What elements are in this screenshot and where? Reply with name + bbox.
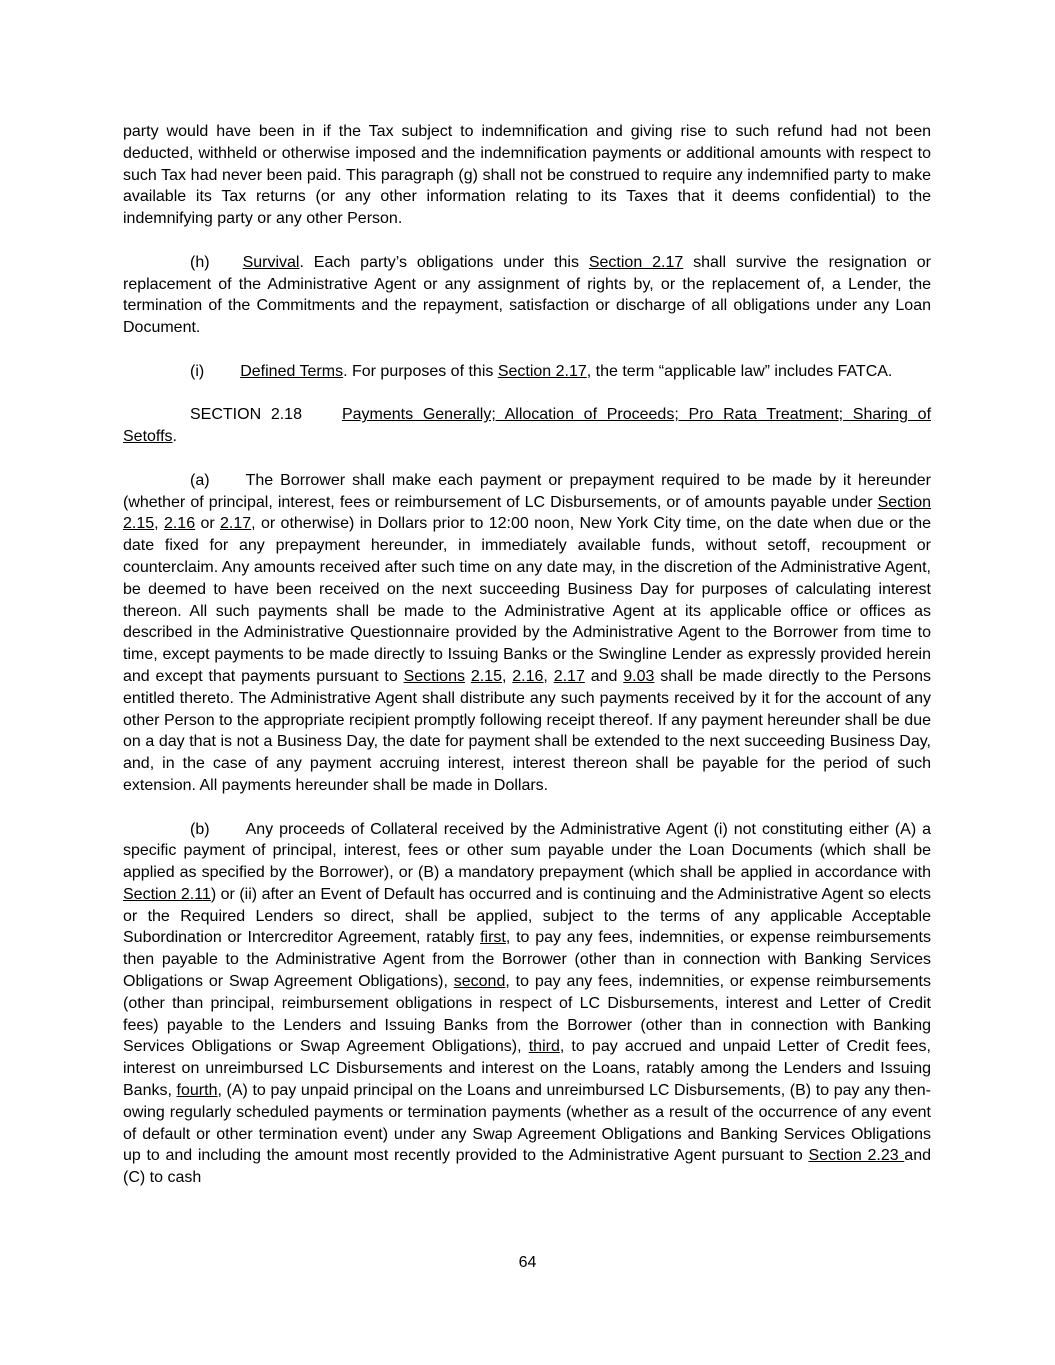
text-run: , to pay any fees, indemnities, or expense reimbursements (other than principal, reimbursement obligations in respect of LC Disbursements, interest and Letter of Credit fees) payable to the Lenders and Issuing Banks from the Borrower (other than in connection with Banking Services Obligations or Swap Agreement Obligations), bbox=[123, 973, 931, 1056]
paragraph-b-proceeds bbox=[123, 819, 931, 1190]
text-run: , the term “applicable law” includes FATCA. bbox=[586, 362, 893, 380]
text-run: (a) bbox=[190, 471, 210, 489]
text-run: , bbox=[154, 515, 164, 533]
text-run: shall be made directly to the Persons entitled thereto. The Administrative Agent shall distribute any such payments received by it for the account of any other Person to the appropriate recipient promptly following receipt thereof. If any payment hereunder shall be due on a day that is not a Business Day, the date for payment shall be extended to the next succeeding Business Day, and, in the case of any payment accruing interest, interest thereon shall be payable for the period of such extension. All payments hereunder shall be made in Dollars. bbox=[123, 667, 932, 794]
text-run: . Each party’s obligations under this bbox=[299, 253, 589, 271]
section-reference: first bbox=[480, 929, 506, 947]
section-reference: 9.03 bbox=[623, 667, 655, 685]
section-2-18-heading bbox=[123, 404, 931, 448]
text-run: or bbox=[195, 515, 221, 533]
text-run: , bbox=[543, 667, 554, 685]
section-reference: Section 2.17 bbox=[497, 362, 587, 380]
section-reference: Section 2.11 bbox=[123, 885, 211, 903]
section-reference: Sections bbox=[403, 667, 465, 685]
paragraph-a-payments bbox=[123, 470, 931, 797]
text-run: . bbox=[172, 428, 177, 446]
section-reference: 2.15 bbox=[470, 667, 502, 685]
section-reference: Section 2.23 bbox=[808, 1147, 905, 1165]
page-number: 64 bbox=[518, 1254, 537, 1271]
section-reference: Payments Generally; Allocation of Proceeds; Pro Rata Treatment; Sharing of Setoffs bbox=[123, 406, 932, 446]
paragraph-h-survival bbox=[123, 252, 931, 339]
text-run: , to pay any fees, indemnities, or expense reimbursements then payable to the Administrative Agent from the Borrower (other than in connection with Banking Services Obligations or Swap Agreement Obligations), bbox=[123, 929, 931, 991]
text-run: (h) bbox=[190, 253, 210, 271]
text-run: and bbox=[584, 667, 624, 685]
text-run: (b) bbox=[190, 820, 210, 838]
section-reference: Survival bbox=[242, 253, 300, 271]
section-reference: Section 2.17 bbox=[588, 253, 684, 271]
section-reference: Defined Terms bbox=[240, 362, 344, 380]
section-reference: third bbox=[528, 1038, 560, 1056]
text-run: SECTION 2.18 bbox=[190, 406, 302, 424]
text-run: Any proceeds of Collateral received by the Administrative Agent (i) not constituting either (A) a specific payment of principal, interest, fees or other sum payable under the Loan Documents (which shall be applied as specified by the Borrower), or (B) a mandatory prepayment (which shall be applied in accordance with bbox=[123, 820, 931, 882]
section-reference: 2.17 bbox=[220, 515, 252, 533]
section-reference: second bbox=[453, 973, 506, 991]
text-run: . For purposes of this bbox=[343, 362, 498, 380]
paragraph-i-defined-terms bbox=[123, 361, 931, 383]
text-run: , (A) to pay unpaid principal on the Loans and unreimbursed LC Disbursements, (B) to pay any then-owing regularly scheduled payments or termination payments (whether as a result of the occurrence of any event of default or other termination event) under any Swap Agreement Obligations and Banking Services Obligations up to and including the amount most recently provided to the Administrative Agent pursuant to bbox=[123, 1082, 932, 1165]
text-run: , to pay accrued and unpaid Letter of Credit fees, interest on unreimbursed LC Disbursements and interest on the Loans, ratably among the Lenders and Issuing Banks, bbox=[123, 1038, 931, 1100]
text-run: party would have been in if the Tax subject to indemnification and giving rise to such refund had not been deducted, withheld or otherwise imposed and the indemnification payments or additional amounts with respect to such Tax had never been paid. This paragraph (g) shall not be construed to require any indemnified party to make available its Tax returns (or any other information relating to its Taxes that it deems confidential) to the indemnifying party or any other Person. bbox=[123, 123, 931, 228]
section-reference: fourth bbox=[176, 1082, 218, 1100]
text-run: and (C) to cash bbox=[123, 1147, 931, 1187]
text-run: , or otherwise) in Dollars prior to 12:00 noon, New York City time, on the date when due or the date fixed for any prepayment hereunder, in immediately available funds, without setoff, recoupment or counterclaim. Any amounts received after such time on any date may, in the discretion of the Administrative Agent, be deemed to have been received on the next succeeding Business Day for purposes of calculating interest thereon. All such payments shall be made to the Administrative Agent at its applicable office or offices as described in the Administrative Questionnaire provided by the Administrative Agent to the Borrower from time to time, except payments to be made directly to Issuing Banks or the Swingline Lender as expressly provided herein and except that payments pursuant to bbox=[123, 515, 932, 685]
text-run: ) or (ii) after an Event of Default has occurred and is continuing and the Administrative Agent so elects or the Required Lenders so direct, shall be applied, subject to the terms of any applicable Acceptable Subordination or Intercreditor Agreement, ratably bbox=[123, 885, 932, 947]
text-run: The Borrower shall make each payment or prepayment required to be made by it hereunder (whether of principal, interest, fees or reimbursement of LC Disbursements, or of amounts payable under bbox=[123, 471, 931, 511]
paragraph-refund-continuation bbox=[123, 121, 931, 230]
text-run: (i) bbox=[190, 362, 205, 380]
section-reference: 2.16 bbox=[163, 515, 196, 533]
section-reference: Section 2.15 bbox=[123, 493, 931, 533]
section-reference: 2.17 bbox=[553, 667, 585, 685]
section-reference: 2.16 bbox=[512, 667, 544, 685]
text-run: , bbox=[501, 667, 513, 685]
text-run: shall survive the resignation or replacement of the Administrative Agent or any assignment of rights by, or the replacement of, a Lender, the termination of the Commitments and the repayment, satisfaction or discharge of all obligations under any Loan Document. bbox=[123, 253, 931, 337]
document-body bbox=[123, 121, 931, 1211]
